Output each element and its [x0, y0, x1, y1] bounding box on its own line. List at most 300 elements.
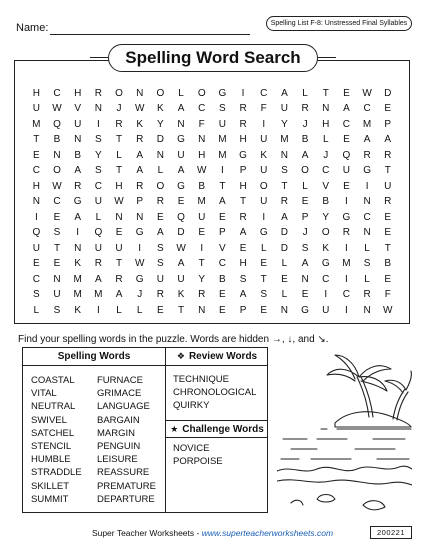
grid-cell: B — [322, 196, 330, 208]
grid-cell: K — [136, 118, 144, 130]
grid-cell: G — [73, 196, 82, 208]
grid-cell: S — [95, 165, 102, 177]
grid-cell: A — [301, 258, 309, 270]
grid-cell: E — [384, 103, 392, 115]
grid-cell: A — [343, 103, 350, 115]
grid-cell: C — [363, 103, 371, 115]
grid-cell: U — [280, 103, 289, 115]
grid-row — [26, 194, 398, 209]
grid-cell: Q — [342, 149, 351, 161]
grid-cell: S — [33, 289, 40, 301]
grid-cell: J — [302, 118, 308, 130]
spelling-word: SUMMIT — [31, 493, 69, 505]
grid-cell: G — [239, 149, 247, 161]
grid-cell: I — [345, 242, 348, 254]
grid-cell: I — [345, 196, 348, 208]
grid-cell: A — [239, 289, 247, 301]
sand-rock-2 — [363, 501, 385, 510]
grid-cell: B — [384, 258, 392, 270]
grid-cell: A — [239, 227, 247, 239]
spelling-word: LEISURE — [97, 454, 138, 466]
grid-cell: N — [74, 134, 82, 146]
grid-cell: R — [94, 258, 102, 270]
grid-cell: A — [136, 149, 144, 161]
grid-cell: W — [196, 165, 207, 177]
grid-cell: V — [322, 180, 330, 192]
grid-cell: S — [95, 134, 102, 146]
spelling-word: PREMATURE — [97, 480, 156, 492]
grid-cell: L — [281, 258, 288, 270]
grid-cell: N — [363, 227, 371, 239]
grid-cell: N — [198, 134, 206, 146]
grid-cell: H — [32, 88, 40, 99]
grid-cell: V — [74, 103, 82, 115]
grid-cell: N — [177, 118, 185, 130]
grid-cell: U — [260, 196, 268, 208]
grid-cell: I — [200, 242, 204, 254]
grid-cell: C — [342, 118, 351, 130]
grid-cell: N — [301, 273, 309, 285]
grid-cell: H — [74, 88, 82, 99]
grid-cell: I — [365, 180, 369, 192]
grid-cell: F — [260, 103, 267, 115]
grid-cell: L — [116, 149, 122, 161]
spelling-words-column-2 — [97, 374, 165, 506]
grid-cell: C — [322, 165, 330, 177]
grid-cell: C — [32, 273, 40, 285]
grid-cell: U — [53, 289, 61, 301]
grid-cell: L — [178, 88, 184, 99]
grid-cell: N — [115, 211, 123, 223]
grid-row — [26, 101, 398, 116]
grid-cell: L — [260, 242, 267, 254]
grid-cell: R — [115, 118, 123, 130]
challenge-heading-text: Challenge Words — [182, 424, 264, 435]
grid-cell: C — [218, 258, 226, 270]
beach-illustration — [277, 349, 412, 517]
grid-cell: E — [239, 242, 247, 254]
grid-cell: Q — [177, 211, 185, 223]
grid-cell: R — [239, 118, 247, 130]
grid-cell: E — [33, 258, 40, 270]
grid-cell: E — [301, 289, 309, 301]
grid-cell: S — [53, 227, 61, 239]
challenge-word: NOVICE — [173, 443, 210, 454]
grid-cell: Q — [94, 227, 103, 239]
grid-cell: E — [260, 258, 268, 270]
grid-cell: Q — [53, 118, 61, 130]
grid-cell: L — [364, 273, 370, 285]
grid-cell: E — [115, 227, 123, 239]
grid-cell: A — [363, 134, 371, 146]
challenge-words-heading — [166, 420, 268, 438]
grid-row — [26, 163, 398, 178]
grid-cell: T — [177, 304, 185, 316]
grid-cell: N — [280, 149, 289, 161]
grid-row — [26, 179, 398, 194]
grid-cell: K — [74, 258, 82, 270]
grid-cell: T — [384, 165, 391, 177]
grid-cell: N — [94, 103, 102, 115]
grid-cell: A — [384, 134, 392, 146]
grid-cell: M — [32, 118, 41, 130]
grid-cell: N — [363, 196, 371, 208]
grid-cell: P — [384, 118, 392, 130]
spelling-word: VITAL — [31, 388, 57, 400]
grid-cell: O — [156, 88, 165, 99]
grid-cell: E — [219, 289, 226, 301]
grid-cell: C — [342, 289, 351, 301]
grid-cell: C — [363, 211, 371, 223]
grid-cell: G — [177, 180, 185, 192]
grid-cell: P — [239, 165, 247, 177]
grid-cell: S — [363, 258, 371, 270]
grid-cell: F — [198, 118, 205, 130]
grid-cell: R — [363, 149, 371, 161]
grid-cell: H — [239, 258, 247, 270]
letter-grid — [26, 86, 398, 318]
surf-line — [277, 466, 412, 471]
grid-cell: U — [342, 165, 351, 177]
grid-cell: L — [281, 289, 288, 301]
name-label: Name: — [16, 22, 49, 34]
sand-edge — [277, 480, 412, 485]
grid-cell: E — [301, 196, 309, 208]
grid-cell: R — [239, 211, 247, 223]
grid-cell: S — [219, 103, 226, 115]
grid-cell: I — [241, 88, 245, 99]
spelling-word: COASTAL — [31, 375, 75, 386]
grid-cell: H — [322, 118, 330, 130]
grid-cell: L — [116, 304, 122, 316]
grid-cell: T — [115, 258, 123, 270]
grid-cell: N — [136, 88, 144, 99]
grid-cell: D — [280, 227, 289, 239]
grid-cell: K — [157, 103, 164, 115]
sand-rock-1 — [317, 495, 335, 503]
grid-cell: W — [52, 103, 62, 115]
grid-cell: I — [262, 118, 266, 130]
grid-cell: N — [53, 273, 61, 285]
grid-cell: F — [384, 289, 391, 301]
grid-cell: N — [156, 149, 164, 161]
grid-cell: P — [136, 196, 144, 208]
palm-fronds-2 — [385, 371, 411, 393]
direction-arrows: →, ↓, and ↘. — [271, 334, 329, 345]
grid-cell: B — [219, 273, 226, 285]
grid-cell: L — [302, 88, 308, 99]
review-word: TECHNIQUE — [173, 374, 229, 385]
diamond-icon: ❖ — [176, 351, 185, 361]
grid-cell: U — [32, 242, 40, 254]
grid-cell: U — [94, 242, 102, 254]
grid-cell: P — [219, 227, 226, 239]
spelling-word: MARGIN — [97, 427, 135, 439]
grid-cell: I — [262, 211, 266, 223]
grid-cell: I — [76, 227, 80, 239]
grid-cell: M — [197, 196, 206, 208]
grid-cell: Y — [95, 149, 102, 161]
grid-cell: M — [73, 289, 82, 301]
grid-cell: N — [136, 211, 144, 223]
spelling-word: PENGUIN — [97, 441, 141, 453]
grid-cell: T — [322, 88, 329, 99]
grid-row — [26, 287, 398, 302]
grid-cell: R — [115, 273, 123, 285]
grid-cell: O — [53, 165, 61, 177]
grid-cell: E — [33, 149, 40, 161]
grid-cell: R — [136, 134, 144, 146]
grid-cell: L — [302, 180, 308, 192]
grid-cell: K — [177, 289, 185, 301]
grid-cell: R — [136, 180, 144, 192]
grid-cell: E — [343, 88, 350, 99]
grid-cell: C — [32, 165, 40, 177]
review-word: QUIRKY — [173, 400, 210, 412]
grid-cell: N — [322, 103, 330, 115]
spelling-word: SWIVEL — [31, 414, 67, 426]
grid-cell: C — [322, 273, 330, 285]
grid-cell: U — [94, 196, 102, 208]
grid-cell: Y — [322, 211, 330, 223]
grid-cell: G — [218, 88, 227, 99]
spelling-word: STRADDLE — [31, 467, 82, 479]
instructions — [18, 334, 329, 345]
grid-cell: A — [74, 165, 82, 177]
grid-cell: B — [301, 134, 309, 146]
grid-cell: I — [96, 118, 100, 130]
review-word: CHRONOLOGICAL — [173, 387, 257, 399]
challenge-words-list — [173, 442, 268, 468]
spelling-word: HUMBLE — [31, 454, 71, 466]
grid-cell: G — [321, 258, 330, 270]
grid-cell: R — [239, 103, 247, 115]
grid-row — [26, 132, 398, 147]
grid-cell: U — [177, 149, 185, 161]
grid-cell: Y — [157, 118, 164, 130]
grid-row — [26, 303, 398, 318]
grid-cell: D — [156, 134, 164, 146]
grid-cell: P — [239, 304, 247, 316]
puzzle-title: Spelling Word Search — [108, 44, 318, 72]
grid-cell: E — [198, 227, 206, 239]
grid-cell: D — [177, 227, 185, 239]
website-link[interactable]: www.superteacherworksheets.com — [201, 528, 334, 538]
spelling-word: DEPARTURE — [97, 493, 155, 505]
grid-cell: E — [343, 180, 350, 192]
grid-cell: T — [240, 196, 247, 208]
spelling-word: SKILLET — [31, 480, 70, 492]
grid-cell: U — [177, 273, 185, 285]
grid-cell: I — [34, 211, 38, 223]
grid-cell: T — [260, 273, 267, 285]
grid-cell: R — [342, 227, 351, 239]
grid-cell: S — [301, 242, 309, 254]
grid-cell: E — [384, 273, 392, 285]
grid-cell: T — [53, 242, 61, 254]
grid-cell: N — [32, 196, 40, 208]
grid-cell: E — [281, 273, 288, 285]
grid-cell: N — [363, 304, 371, 316]
name-field — [16, 22, 256, 36]
grid-cell: B — [74, 149, 82, 161]
grid-cell: H — [239, 134, 247, 146]
grid-cell: S — [260, 289, 268, 301]
grid-cell: C — [94, 180, 102, 192]
grid-cell: J — [323, 149, 329, 161]
grid-cell: C — [198, 103, 206, 115]
grid-cell: U — [74, 118, 82, 130]
grid-cell: S — [157, 258, 164, 270]
grid-cell: A — [301, 149, 309, 161]
grid-cell: I — [324, 289, 328, 301]
grid-cell: H — [239, 180, 247, 192]
grid-cell: W — [176, 242, 186, 254]
spelling-word: BARGAIN — [97, 414, 140, 426]
grid-cell: T — [384, 242, 391, 254]
spelling-word: FURNACE — [97, 375, 143, 386]
grid-cell: E — [219, 211, 226, 223]
grid-cell: G — [135, 227, 144, 239]
grid-cell: I — [345, 304, 348, 316]
grid-cell: I — [138, 242, 142, 254]
grid-cell: H — [115, 180, 123, 192]
spelling-words-column-1 — [31, 374, 97, 506]
grid-cell: U — [156, 273, 164, 285]
grid-cell: U — [260, 165, 268, 177]
grid-cell: B — [53, 134, 61, 146]
grid-cell: C — [53, 196, 61, 208]
grid-cell: W — [362, 88, 372, 99]
grid-cell: H — [32, 180, 40, 192]
grid-cell: G — [342, 211, 351, 223]
grid-cell: E — [53, 211, 61, 223]
grid-cell: V — [219, 242, 226, 254]
grid-cell: O — [321, 227, 330, 239]
grid-cell: M — [218, 134, 227, 146]
grid-cell: T — [115, 165, 123, 177]
grid-cell: I — [220, 165, 224, 177]
review-words-heading — [166, 348, 268, 366]
grid-cell: E — [53, 258, 61, 270]
grid-cell: M — [94, 289, 103, 301]
palm-trunk-2b — [397, 392, 408, 420]
worksheet-code: 200221 — [370, 526, 412, 539]
grid-cell: O — [115, 88, 123, 99]
grid-row — [26, 241, 398, 256]
grid-row — [26, 117, 398, 132]
spelling-word: SATCHEL — [31, 427, 75, 439]
grid-cell: U — [384, 180, 392, 192]
grid-cell: C — [260, 88, 268, 99]
grid-cell: T — [33, 134, 40, 146]
star-icon: ★ — [170, 424, 179, 434]
grid-cell: W — [134, 103, 145, 115]
grid-cell: R — [384, 196, 392, 208]
grid-cell: R — [384, 149, 392, 161]
grid-cell: E — [157, 304, 164, 316]
spelling-word: GRIMACE — [97, 388, 142, 400]
grid-cell: G — [135, 273, 144, 285]
grid-cell: U — [32, 103, 40, 115]
grid-cell: T — [198, 258, 205, 270]
grid-cell: N — [53, 149, 61, 161]
grid-cell: L — [364, 242, 370, 254]
grid-cell: R — [280, 196, 289, 208]
grid-cell: A — [281, 211, 288, 223]
grid-row — [26, 86, 398, 101]
grid-cell: A — [177, 258, 185, 270]
grid-cell: U — [322, 304, 330, 316]
grid-cell: Y — [198, 273, 206, 285]
grid-cell: O — [197, 88, 206, 99]
grid-cell: R — [198, 289, 206, 301]
grid-cell: E — [384, 211, 392, 223]
palm-fronds-1 — [327, 355, 391, 391]
grid-row — [26, 148, 398, 163]
grid-cell: E — [157, 211, 164, 223]
grid-cell: G — [301, 304, 309, 316]
grid-cell: M — [218, 149, 227, 161]
grid-row — [26, 225, 398, 240]
grid-cell: A — [177, 165, 185, 177]
grid-cell: A — [281, 88, 288, 99]
grid-cell: T — [281, 180, 288, 192]
grid-cell: M — [280, 134, 289, 146]
grid-cell: E — [343, 134, 350, 146]
grid-cell: D — [280, 242, 289, 254]
grid-cell: A — [95, 273, 102, 285]
grid-row — [26, 210, 398, 225]
grid-cell: J — [116, 103, 122, 115]
spelling-list-tag: Spelling List F-8: Unstressed Final Syllables — [266, 16, 412, 31]
grid-cell: O — [156, 180, 165, 192]
grid-cell: N — [280, 304, 289, 316]
sand-shell — [291, 500, 303, 505]
grid-cell: W — [383, 304, 393, 316]
grid-cell: M — [73, 273, 82, 285]
grid-cell: M — [342, 258, 351, 270]
name-line — [50, 34, 250, 35]
grid-cell: U — [218, 118, 226, 130]
grid-cell: G — [259, 227, 268, 239]
spelling-word: REASSURE — [97, 467, 150, 479]
grid-cell: D — [384, 88, 392, 99]
grid-cell: T — [115, 134, 123, 146]
review-words-list — [173, 373, 268, 413]
grid-cell: W — [134, 258, 145, 270]
grid-row — [26, 272, 398, 287]
grid-cell: L — [95, 211, 102, 223]
grid-cell: R — [301, 103, 309, 115]
grid-cell: O — [259, 180, 268, 192]
grid-cell: S — [281, 165, 288, 177]
grid-cell: A — [74, 211, 82, 223]
grid-cell: U — [115, 242, 123, 254]
challenge-word: PORPOISE — [173, 456, 223, 468]
grid-row — [26, 256, 398, 271]
grid-cell: L — [33, 304, 40, 316]
grid-cell: L — [157, 165, 164, 177]
grid-cell: G — [177, 134, 185, 146]
grid-cell: N — [198, 304, 206, 316]
footer — [0, 528, 425, 538]
grid-cell: W — [52, 180, 62, 192]
word-bank — [22, 347, 268, 513]
footer-prefix: Super Teacher Worksheets - — [91, 528, 202, 538]
grid-cell: Q — [32, 227, 41, 239]
grid-cell: L — [136, 304, 143, 316]
